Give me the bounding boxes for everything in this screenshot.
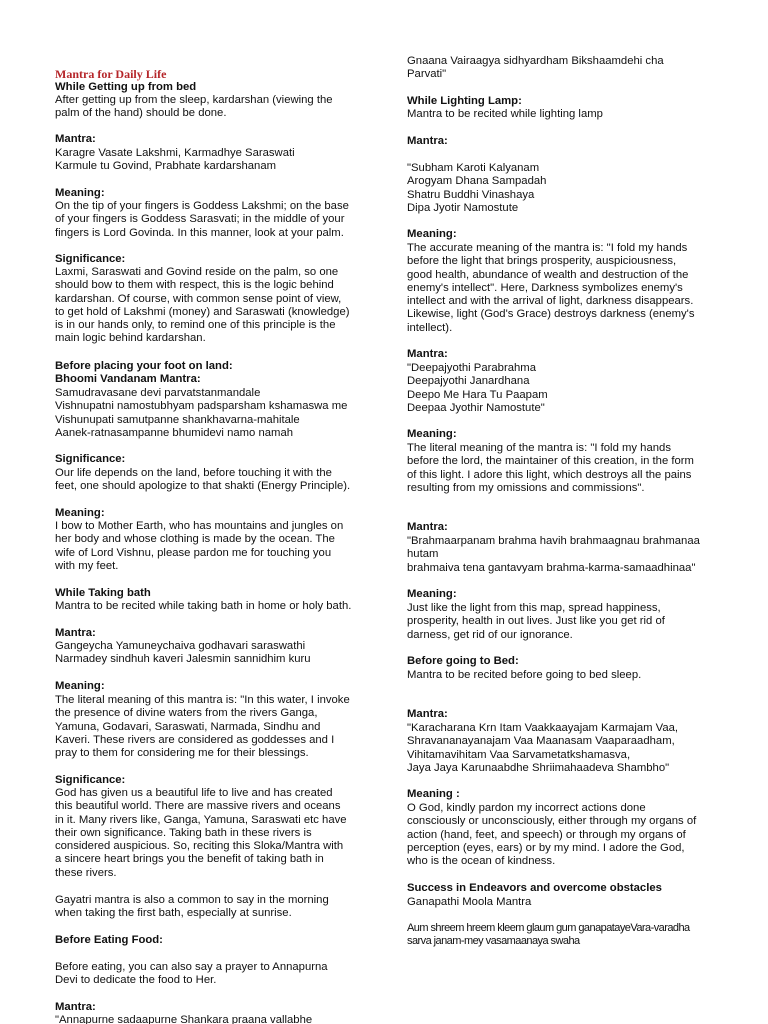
- paragraph: Gayatri mantra is also a common to say in the morning when taking the first bath, especially at sunrise.: [55, 894, 329, 920]
- label: Mantra:: [407, 521, 448, 533]
- label: Meaning:: [407, 228, 457, 240]
- paragraph: Mantra to be recited while taking bath in home or holy bath.: [55, 600, 352, 612]
- mantra-text: Aum shreem hreem kleem glaum gum ganapatayeVara-varadha sarva janam-mey vasamaanaya swaha: [407, 922, 690, 948]
- paragraph: Our life depends on the land, before touching it with the feet, one should apologize to that shakti (Energy Principle).: [55, 467, 351, 493]
- paragraph: The accurate meaning of the mantra is: "I fold my hands before the light that brings prosperity, auspiciousness, good health, abundance of wealth and destruction of the enemy's intellect". Here, Darkness symbolizes enemy's intellect and with the arrival of light, darkness disappears. Likewise, light (God's Grace) destroys darkness (enemy's intellect).: [407, 242, 695, 334]
- paragraph: After getting up from the sleep, kardarshan (viewing the palm of the hand) should be done.: [55, 94, 333, 120]
- paragraph: The literal meaning of the mantra is: "I fold my hands before the lord, the maintainer of this creation, in the form of this light. I adore this light, which destroys all the pains resulting from my omissions and commissions".: [407, 442, 694, 494]
- paragraph: Just like the light from this map, spread happiness, prosperity, health in out lives. Just like you get rid of darness, get rid of our ignorance.: [407, 602, 665, 641]
- paragraph: The literal meaning of this mantra is: "In this water, I invoke the presence of divine waters from the rivers Ganga, Yamuna, Godavari, Saraswati, Narmada, Sindhu and Kaveri. These rivers are considered as goddesses and I pray to them for considering me for their blessings.: [55, 694, 350, 760]
- label: Mantra:: [55, 627, 96, 639]
- paragraph: Mantra to be recited before going to bed sleep.: [407, 669, 642, 681]
- section-heading: Before placing your foot on land: Bhoomi Vandanam Mantra:: [55, 360, 233, 386]
- label: Significance:: [55, 253, 126, 265]
- label: Mantra:: [55, 1001, 96, 1013]
- label: Mantra:: [407, 348, 448, 360]
- section-heading: Before going to Bed:: [407, 655, 519, 667]
- mantra-text: Gnaana Vairaagya sidhyardham Bikshaamdehi cha Parvati": [407, 55, 664, 81]
- label: Significance:: [55, 774, 126, 786]
- paragraph: Mantra to be recited while lighting lamp: [407, 108, 603, 120]
- mantra-text: "Annapurne sadaapurne Shankara praana vallabhe: [55, 1014, 313, 1024]
- label: Meaning:: [55, 507, 105, 519]
- mantra-text: "Brahmaarpanam brahma havih brahmaagnau brahmanaa hutam brahmaiva tena gantavyam brahma-karma-samaadhinaa": [407, 535, 700, 574]
- paragraph: Ganapathi Moola Mantra: [407, 896, 532, 908]
- paragraph: Laxmi, Saraswati and Govind reside on the palm, so one should bow to them with respect, this is the logic behind kardarshan. Of course, with common sense point of view, to get hold of Lakshmi (money) and Saraswati (knowledge) is in our hands only, to remind one of this principle is the main logic behind kardarshan.: [55, 266, 350, 345]
- label: Mantra:: [407, 708, 448, 720]
- section-heading: Before Eating Food:: [55, 934, 163, 946]
- label: Meaning:: [407, 588, 457, 600]
- section-heading: While Getting up from bed: [55, 81, 197, 93]
- paragraph: I bow to Mother Earth, who has mountains and jungles on her body and whose clothing is made by the ocean. The wife of Lord Vishnu, please pardon me for touching you with my feet.: [55, 520, 344, 572]
- label: Significance:: [55, 453, 126, 465]
- mantra-text: "Subham Karoti Kalyanam Arogyam Dhana Sampadah Shatru Buddhi Vinashaya Dipa Jyotir Namostute: [407, 162, 547, 214]
- mantra-text: "Deepajyothi Parabrahma Deepajyothi Janardhana Deepo Me Hara Tu Paapam Deepaa Jyothir Namostute": [407, 362, 548, 414]
- label: Meaning:: [55, 187, 105, 199]
- label: Mantra:: [407, 135, 448, 147]
- mantra-text: "Karacharana Krn Itam Vaakkaayajam Karmajam Vaa, Shravananayanajam Vaa Maanasam Vaaparaadham, Vihitamavihitam Vaa Sarvametatkshamasva, Jaya Jaya Karunaabdhe Shriimahaadeva Shambho": [407, 722, 679, 774]
- label: Meaning :: [407, 788, 460, 800]
- label: Meaning:: [407, 428, 457, 440]
- mantra-text: Karagre Vasate Lakshmi, Karmadhye Saraswati Karmule tu Govind, Prabhate kardarshanam: [55, 147, 295, 173]
- label: Mantra:: [55, 133, 96, 145]
- section-heading: While Lighting Lamp:: [407, 95, 522, 107]
- paragraph: Before eating, you can also say a prayer to Annapurna Devi to dedicate the food to Her.: [55, 961, 328, 987]
- mantra-text: Samudravasane devi parvatstanmandale Vishnupatni namostubhyam padsparsham kshamaswa me Vishunupati samutpanne shankhavarna-mahitale Aanek-ratnasampanne bhumidevi namo namah: [55, 387, 348, 439]
- paragraph: O God, kindly pardon my incorrect actions done consciously or unconsciously, either through my organs of action (hand, feet, and speech) or through my organs of perception (eyes, ears) or by my mind. I adore the God, who is the ocean of kindness.: [407, 802, 697, 868]
- mantra-text: Gangeycha Yamuneychaiva godhavari saraswathi Narmadey sindhuh kaveri Jalesmin sannidhim kuru: [55, 640, 311, 666]
- document-title: Mantra for Daily Life: [55, 67, 167, 81]
- paragraph: God has given us a beautiful life to live and has created this beautiful world. There are massive rivers and oceans in it. Many rivers like, Ganga, Yamuna, Saraswati etc have their own significance. Taking bath in these rivers is considered auspicious. So, reciting this Sloka/Mantra with a sincere heart brings you the benefit of taking bath in these rivers.: [55, 787, 347, 879]
- section-heading: While Taking bath: [55, 587, 151, 599]
- label: Meaning:: [55, 680, 105, 692]
- section-heading: Success in Endeavors and overcome obstacles: [407, 882, 662, 894]
- paragraph: On the tip of your fingers is Goddess Lakshmi; on the base of your fingers is Goddess Sarasvati; in the middle of your fingers is Lord Govinda. In this manner, look at your palm.: [55, 200, 349, 239]
